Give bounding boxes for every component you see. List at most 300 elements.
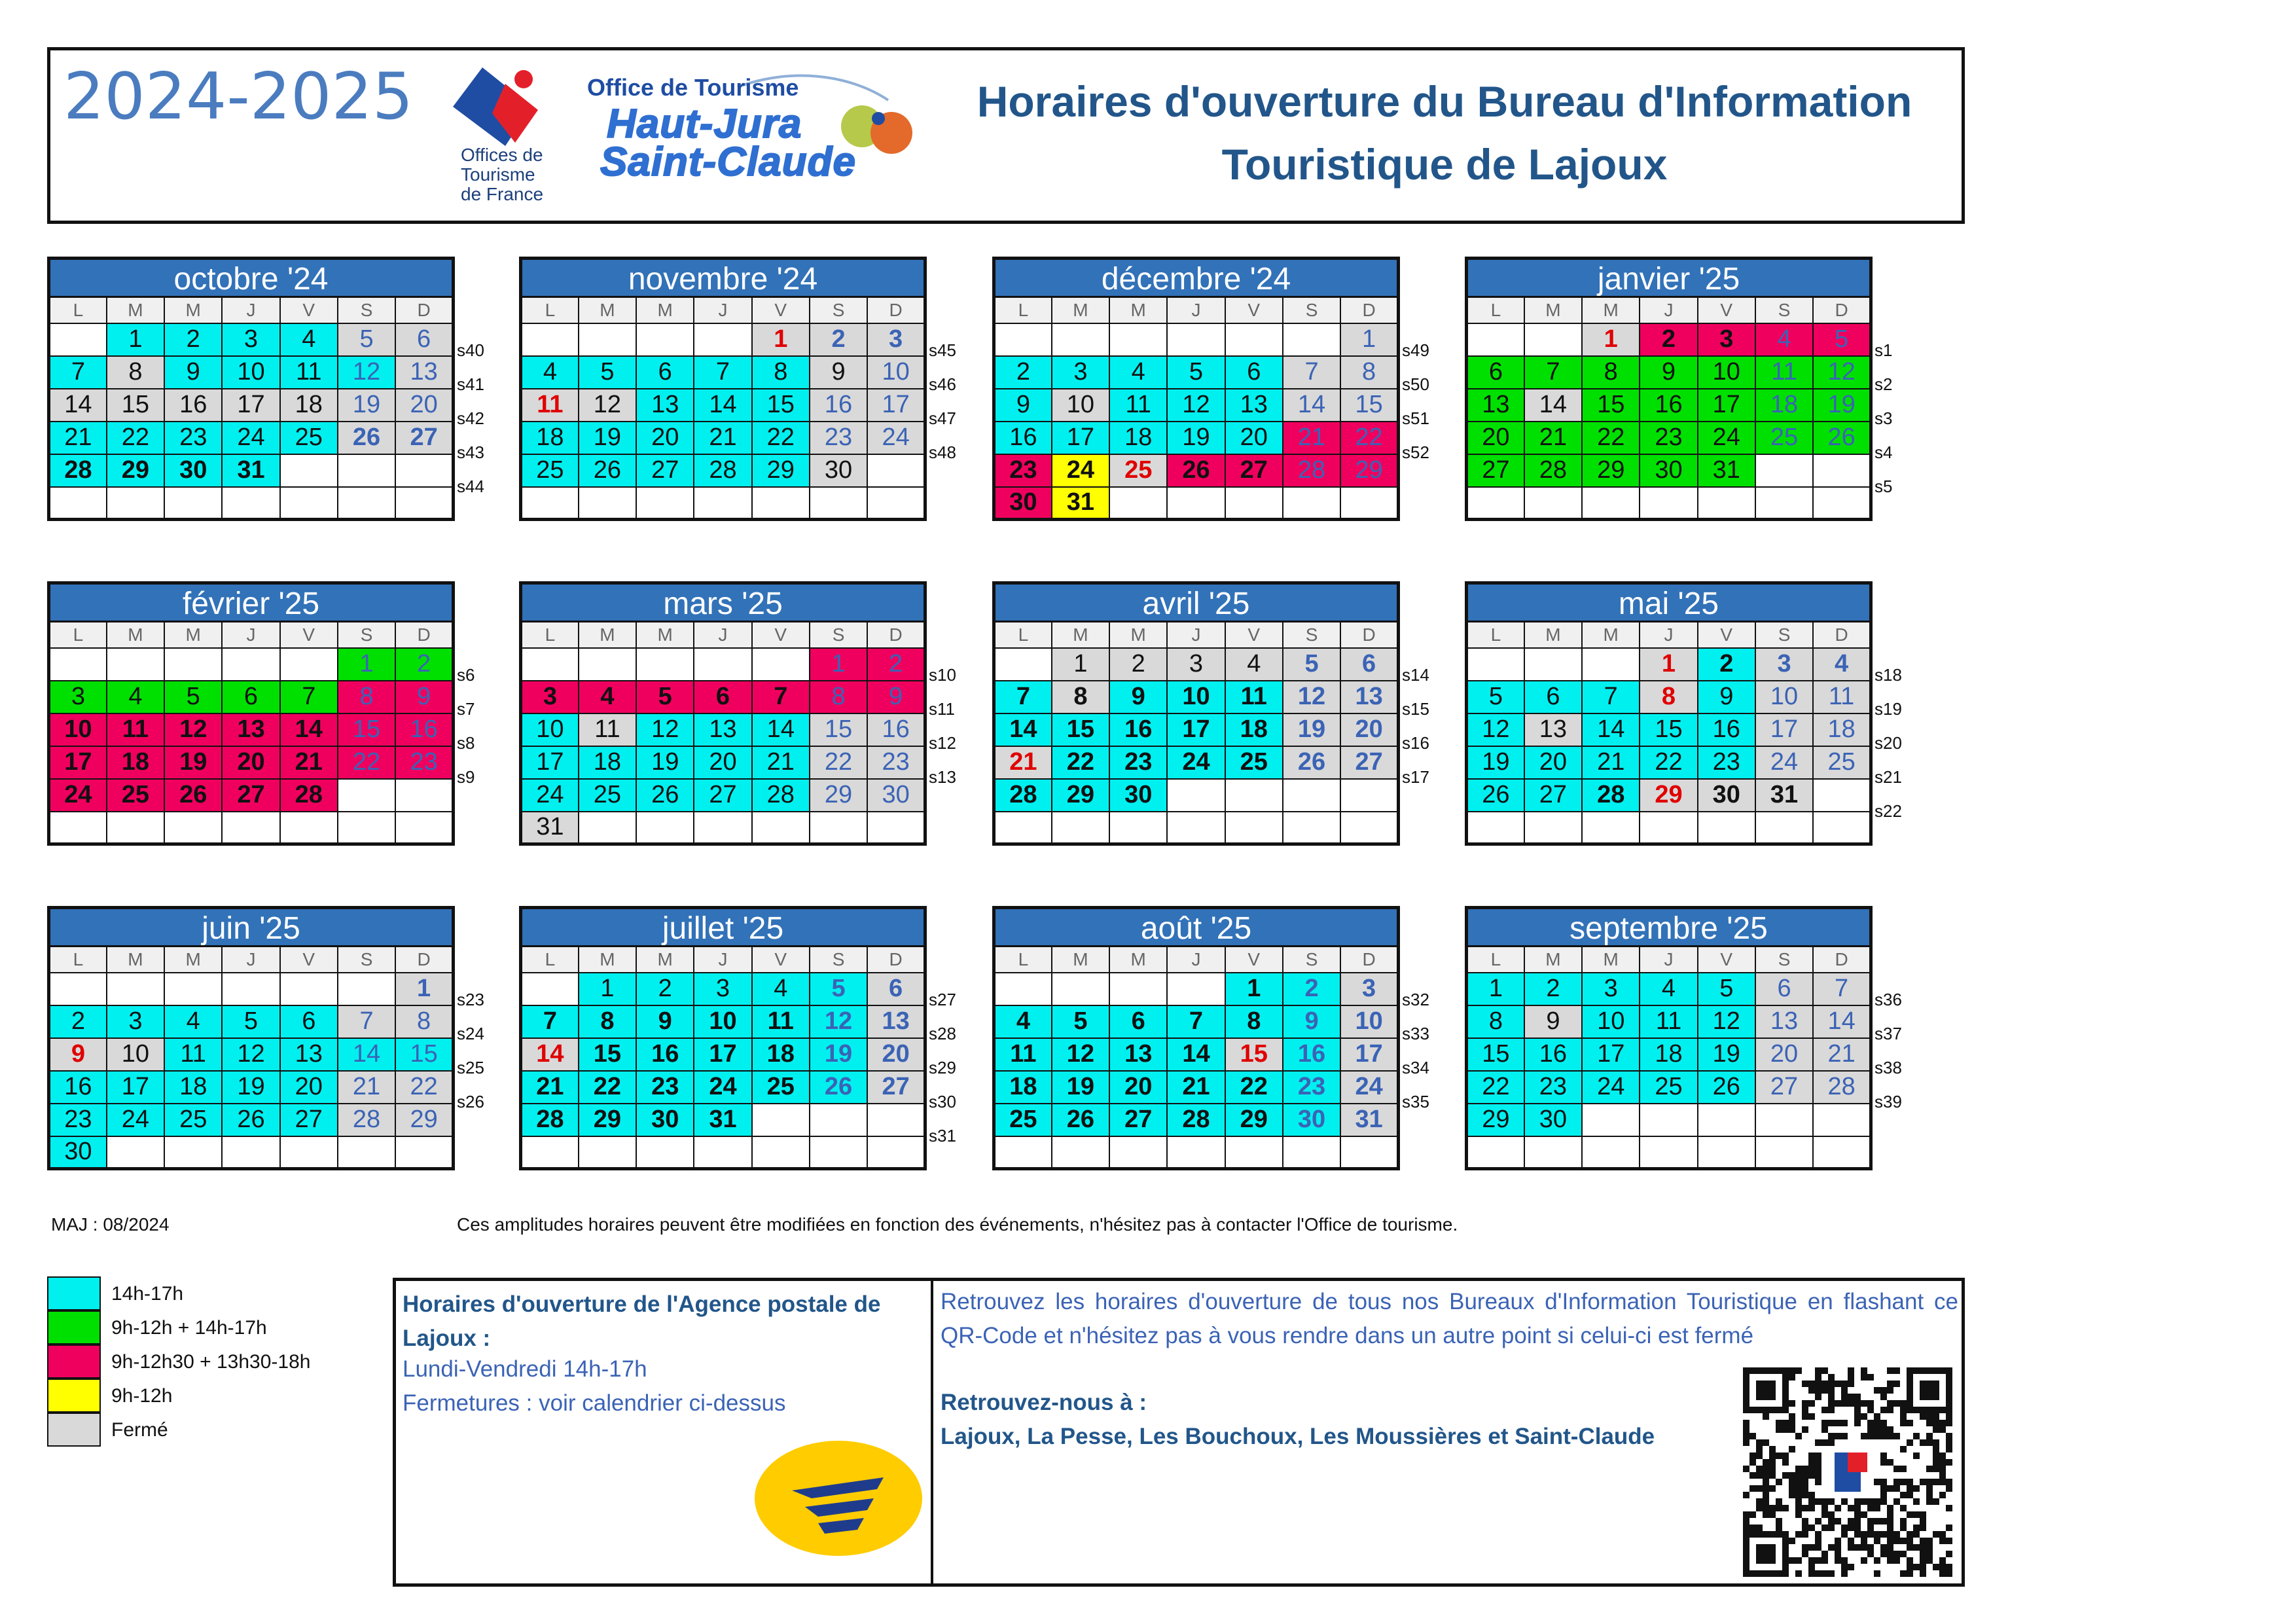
month-title: mai '25 bbox=[1465, 581, 1873, 621]
qr-code-icon[interactable] bbox=[1743, 1367, 1952, 1577]
weekday-header: J bbox=[1167, 297, 1225, 323]
day-cell bbox=[1640, 1104, 1697, 1136]
day-cell: 12 bbox=[222, 1038, 279, 1071]
day-cell: 6 bbox=[1340, 648, 1398, 681]
day-cell: 18 bbox=[521, 422, 579, 454]
day-cell: 15 bbox=[1582, 389, 1640, 422]
day-cell: 29 bbox=[752, 454, 810, 487]
day-cell: 24 bbox=[867, 422, 925, 454]
day-cell: 4 bbox=[1755, 323, 1813, 356]
day-cell bbox=[1167, 323, 1225, 356]
day-cell: 5 bbox=[1052, 1005, 1109, 1038]
day-cell: 19 bbox=[636, 746, 694, 779]
day-cell bbox=[1109, 487, 1167, 520]
weekday-header: J bbox=[222, 297, 279, 323]
day-cell: 10 bbox=[1698, 356, 1755, 389]
day-cell: 14 bbox=[49, 389, 107, 422]
day-cell: 3 bbox=[49, 681, 107, 713]
day-cell: 9 bbox=[1283, 1005, 1340, 1038]
day-cell: 25 bbox=[1813, 746, 1871, 779]
day-cell: 7 bbox=[1582, 681, 1640, 713]
day-cell: 19 bbox=[1283, 713, 1340, 746]
day-cell: 27 bbox=[1467, 454, 1524, 487]
day-cell: 26 bbox=[1052, 1104, 1109, 1136]
day-cell: 7 bbox=[338, 1005, 395, 1038]
day-cell: 13 bbox=[1755, 1005, 1813, 1038]
week-number: s22 bbox=[1874, 801, 1902, 821]
day-cell: 20 bbox=[1109, 1071, 1167, 1104]
week-number: s8 bbox=[457, 733, 475, 753]
day-cell bbox=[1640, 487, 1697, 520]
day-cell: 13 bbox=[1524, 713, 1582, 746]
legend-swatch-yellow bbox=[47, 1379, 101, 1413]
day-cell: 20 bbox=[636, 422, 694, 454]
post-office-hours: Lundi-Vendredi 14h-17h bbox=[403, 1356, 647, 1382]
day-cell: 28 bbox=[338, 1104, 395, 1136]
day-cell: 8 bbox=[1340, 356, 1398, 389]
day-cell: 29 bbox=[1640, 779, 1697, 812]
day-cell bbox=[1283, 487, 1340, 520]
day-cell: 17 bbox=[1582, 1038, 1640, 1071]
weekday-header: M bbox=[1582, 622, 1640, 648]
day-cell: 3 bbox=[1167, 648, 1225, 681]
day-cell bbox=[395, 812, 453, 844]
weekday-header: L bbox=[49, 622, 107, 648]
day-cell bbox=[280, 1136, 338, 1169]
day-cell bbox=[222, 648, 279, 681]
day-cell: 31 bbox=[1052, 487, 1109, 520]
day-cell: 12 bbox=[579, 389, 636, 422]
weekday-header: L bbox=[994, 947, 1052, 973]
day-cell bbox=[1225, 1136, 1283, 1169]
day-cell: 1 bbox=[1582, 323, 1640, 356]
day-cell bbox=[694, 487, 751, 520]
day-cell bbox=[810, 1136, 867, 1169]
day-cell: 5 bbox=[222, 1005, 279, 1038]
weekday-header: D bbox=[1340, 622, 1398, 648]
day-cell: 9 bbox=[994, 389, 1052, 422]
week-number: s4 bbox=[1874, 442, 1893, 462]
day-cell: 26 bbox=[1813, 422, 1871, 454]
day-cell: 20 bbox=[222, 746, 279, 779]
day-cell: 9 bbox=[810, 356, 867, 389]
day-cell bbox=[579, 648, 636, 681]
day-cell: 2 bbox=[49, 1005, 107, 1038]
day-cell bbox=[107, 812, 164, 844]
weekday-header: S bbox=[338, 947, 395, 973]
day-cell: 15 bbox=[1052, 713, 1109, 746]
day-cell: 14 bbox=[521, 1038, 579, 1071]
day-cell: 25 bbox=[1640, 1071, 1697, 1104]
weekday-header: M bbox=[1524, 622, 1582, 648]
day-cell: 27 bbox=[222, 779, 279, 812]
day-cell: 10 bbox=[49, 713, 107, 746]
week-number: s5 bbox=[1874, 477, 1893, 496]
weekday-header: D bbox=[1813, 297, 1871, 323]
weekday-header: M bbox=[579, 297, 636, 323]
day-cell bbox=[1524, 812, 1582, 844]
day-cell: 3 bbox=[1340, 973, 1398, 1005]
weekday-header: M bbox=[1109, 297, 1167, 323]
day-cell: 26 bbox=[222, 1104, 279, 1136]
month-title: septembre '25 bbox=[1465, 906, 1873, 945]
day-cell: 17 bbox=[1755, 713, 1813, 746]
day-cell bbox=[1582, 487, 1640, 520]
day-cell: 1 bbox=[579, 973, 636, 1005]
day-cell: 22 bbox=[1582, 422, 1640, 454]
day-cell: 18 bbox=[752, 1038, 810, 1071]
day-cell: 4 bbox=[521, 356, 579, 389]
weekday-header: V bbox=[1225, 947, 1283, 973]
day-cell bbox=[521, 1136, 579, 1169]
week-number: s47 bbox=[929, 408, 956, 428]
day-cell: 28 bbox=[994, 779, 1052, 812]
day-cell: 16 bbox=[164, 389, 222, 422]
day-cell: 23 bbox=[1640, 422, 1697, 454]
day-cell bbox=[1524, 648, 1582, 681]
day-cell bbox=[810, 1104, 867, 1136]
day-cell: 7 bbox=[694, 356, 751, 389]
month-title: juin '25 bbox=[47, 906, 455, 945]
day-cell: 3 bbox=[222, 323, 279, 356]
day-cell: 2 bbox=[1640, 323, 1697, 356]
day-cell: 8 bbox=[1467, 1005, 1524, 1038]
day-cell: 24 bbox=[1755, 746, 1813, 779]
day-cell: 28 bbox=[694, 454, 751, 487]
office-tourisme-label: Office de Tourisme bbox=[587, 74, 799, 101]
day-cell bbox=[338, 779, 395, 812]
day-cell: 11 bbox=[1755, 356, 1813, 389]
day-cell: 10 bbox=[1052, 389, 1109, 422]
year-title: 2024-2025 bbox=[63, 60, 414, 134]
day-cell bbox=[867, 487, 925, 520]
day-cell: 26 bbox=[164, 779, 222, 812]
day-cell: 1 bbox=[107, 323, 164, 356]
month-title: février '25 bbox=[47, 581, 455, 621]
legend-label: 14h-17h bbox=[111, 1283, 184, 1305]
day-cell: 11 bbox=[1109, 389, 1167, 422]
week-number: s13 bbox=[929, 767, 956, 787]
week-number: s11 bbox=[929, 699, 955, 719]
weekday-header: L bbox=[1467, 622, 1524, 648]
week-number: s46 bbox=[929, 374, 956, 394]
day-cell: 7 bbox=[280, 681, 338, 713]
day-cell bbox=[867, 1136, 925, 1169]
day-cell bbox=[521, 648, 579, 681]
day-cell bbox=[1109, 1136, 1167, 1169]
find-us-label: Retrouvez-nous à : bbox=[941, 1390, 1147, 1415]
day-cell: 12 bbox=[810, 1005, 867, 1038]
day-cell bbox=[636, 1136, 694, 1169]
week-number: s29 bbox=[929, 1058, 956, 1077]
day-cell: 11 bbox=[994, 1038, 1052, 1071]
day-cell: 16 bbox=[867, 713, 925, 746]
week-number: s23 bbox=[457, 990, 484, 1009]
day-cell: 11 bbox=[280, 356, 338, 389]
day-cell: 4 bbox=[579, 681, 636, 713]
day-cell: 4 bbox=[752, 973, 810, 1005]
day-cell: 5 bbox=[338, 323, 395, 356]
weekday-header: V bbox=[752, 622, 810, 648]
day-cell bbox=[280, 454, 338, 487]
day-cell: 21 bbox=[1524, 422, 1582, 454]
day-cell: 18 bbox=[164, 1071, 222, 1104]
day-cell bbox=[994, 973, 1052, 1005]
day-cell bbox=[994, 1136, 1052, 1169]
day-cell: 12 bbox=[1167, 389, 1225, 422]
day-cell: 10 bbox=[521, 713, 579, 746]
day-cell: 31 bbox=[1340, 1104, 1398, 1136]
day-cell: 27 bbox=[867, 1071, 925, 1104]
week-number: s45 bbox=[929, 340, 956, 360]
day-cell bbox=[1755, 1104, 1813, 1136]
day-cell: 3 bbox=[867, 323, 925, 356]
weekday-header: M bbox=[1052, 947, 1109, 973]
day-cell: 2 bbox=[1283, 973, 1340, 1005]
day-cell bbox=[1225, 487, 1283, 520]
weekday-header: M bbox=[107, 297, 164, 323]
day-cell: 7 bbox=[1167, 1005, 1225, 1038]
week-number: s48 bbox=[929, 442, 956, 462]
day-cell: 1 bbox=[752, 323, 810, 356]
week-number: s16 bbox=[1402, 733, 1429, 753]
day-cell: 17 bbox=[49, 746, 107, 779]
day-cell: 10 bbox=[222, 356, 279, 389]
day-cell: 17 bbox=[1167, 713, 1225, 746]
day-cell bbox=[107, 973, 164, 1005]
day-cell: 30 bbox=[1698, 779, 1755, 812]
weekday-header: M bbox=[107, 947, 164, 973]
day-cell: 21 bbox=[1582, 746, 1640, 779]
weekday-header: J bbox=[1640, 622, 1697, 648]
day-cell: 6 bbox=[1109, 1005, 1167, 1038]
month-title: novembre '24 bbox=[519, 257, 927, 296]
week-number: s36 bbox=[1874, 990, 1902, 1009]
day-cell: 14 bbox=[280, 713, 338, 746]
weekday-header: J bbox=[222, 622, 279, 648]
header-box bbox=[47, 47, 1965, 224]
weekday-header: L bbox=[49, 947, 107, 973]
day-cell: 22 bbox=[1052, 746, 1109, 779]
day-cell: 22 bbox=[752, 422, 810, 454]
day-cell bbox=[107, 487, 164, 520]
day-cell: 10 bbox=[1167, 681, 1225, 713]
day-cell: 2 bbox=[164, 323, 222, 356]
day-cell: 30 bbox=[1283, 1104, 1340, 1136]
day-cell bbox=[867, 454, 925, 487]
week-number: s18 bbox=[1874, 665, 1902, 685]
day-cell: 1 bbox=[338, 648, 395, 681]
day-cell: 30 bbox=[1109, 779, 1167, 812]
day-cell bbox=[1524, 1136, 1582, 1169]
la-poste-logo bbox=[753, 1438, 924, 1559]
weekday-header: J bbox=[1167, 947, 1225, 973]
day-cell bbox=[1698, 1104, 1755, 1136]
week-number: s19 bbox=[1874, 699, 1902, 719]
day-cell bbox=[636, 648, 694, 681]
day-cell: 6 bbox=[280, 1005, 338, 1038]
day-cell: 15 bbox=[338, 713, 395, 746]
day-cell: 19 bbox=[1698, 1038, 1755, 1071]
day-cell: 25 bbox=[280, 422, 338, 454]
week-number: s39 bbox=[1874, 1092, 1902, 1111]
day-cell: 16 bbox=[395, 713, 453, 746]
day-cell: 12 bbox=[1813, 356, 1871, 389]
day-cell: 19 bbox=[1167, 422, 1225, 454]
day-cell: 8 bbox=[1640, 681, 1697, 713]
legend-label: 9h-12h30 + 13h30-18h bbox=[111, 1351, 311, 1373]
day-cell: 12 bbox=[1467, 713, 1524, 746]
week-number: s7 bbox=[457, 699, 475, 719]
day-cell bbox=[1640, 812, 1697, 844]
weekday-header: V bbox=[1698, 622, 1755, 648]
day-cell: 17 bbox=[1340, 1038, 1398, 1071]
day-cell: 20 bbox=[867, 1038, 925, 1071]
legend-swatch-pink bbox=[47, 1344, 101, 1379]
day-cell: 13 bbox=[636, 389, 694, 422]
day-cell: 10 bbox=[1582, 1005, 1640, 1038]
day-cell: 16 bbox=[1640, 389, 1697, 422]
day-cell bbox=[49, 323, 107, 356]
day-cell: 9 bbox=[164, 356, 222, 389]
day-cell: 23 bbox=[1698, 746, 1755, 779]
day-cell bbox=[636, 487, 694, 520]
day-cell: 27 bbox=[395, 422, 453, 454]
week-number: s30 bbox=[929, 1092, 956, 1111]
day-cell: 14 bbox=[994, 713, 1052, 746]
day-cell: 12 bbox=[1052, 1038, 1109, 1071]
day-cell: 23 bbox=[994, 454, 1052, 487]
day-cell bbox=[1467, 323, 1524, 356]
week-number: s21 bbox=[1874, 767, 1902, 787]
weekday-header: S bbox=[810, 622, 867, 648]
day-cell bbox=[1813, 487, 1871, 520]
day-cell: 3 bbox=[521, 681, 579, 713]
day-cell: 17 bbox=[1052, 422, 1109, 454]
month-title: juillet '25 bbox=[519, 906, 927, 945]
day-cell: 9 bbox=[867, 681, 925, 713]
day-cell: 1 bbox=[1467, 973, 1524, 1005]
day-cell: 15 bbox=[810, 713, 867, 746]
weekday-header: L bbox=[521, 297, 579, 323]
day-cell bbox=[579, 487, 636, 520]
day-cell bbox=[694, 323, 751, 356]
day-cell: 18 bbox=[579, 746, 636, 779]
week-number: s9 bbox=[457, 767, 475, 787]
weekday-header: V bbox=[280, 297, 338, 323]
day-cell: 21 bbox=[994, 746, 1052, 779]
month-calendar bbox=[1465, 581, 1873, 846]
day-cell: 23 bbox=[636, 1071, 694, 1104]
week-number: s26 bbox=[457, 1092, 484, 1111]
day-cell: 29 bbox=[1340, 454, 1398, 487]
day-cell: 29 bbox=[107, 454, 164, 487]
weekday-header: M bbox=[1052, 297, 1109, 323]
day-cell bbox=[1052, 973, 1109, 1005]
day-cell bbox=[1640, 1136, 1697, 1169]
month-calendar bbox=[1465, 257, 1873, 521]
day-cell: 18 bbox=[994, 1071, 1052, 1104]
day-cell: 19 bbox=[810, 1038, 867, 1071]
info-box bbox=[393, 1278, 1965, 1587]
day-cell bbox=[752, 648, 810, 681]
day-cell bbox=[1755, 454, 1813, 487]
day-cell bbox=[1813, 1136, 1871, 1169]
day-cell: 24 bbox=[1167, 746, 1225, 779]
week-number: s44 bbox=[457, 477, 484, 496]
day-cell: 9 bbox=[1109, 681, 1167, 713]
day-cell: 20 bbox=[694, 746, 751, 779]
day-cell: 20 bbox=[1467, 422, 1524, 454]
day-cell: 10 bbox=[107, 1038, 164, 1071]
day-cell: 19 bbox=[222, 1071, 279, 1104]
day-cell: 21 bbox=[521, 1071, 579, 1104]
day-cell: 16 bbox=[994, 422, 1052, 454]
day-cell bbox=[1467, 648, 1524, 681]
day-cell: 19 bbox=[338, 389, 395, 422]
day-cell: 28 bbox=[1813, 1071, 1871, 1104]
weekday-header: V bbox=[1225, 622, 1283, 648]
day-cell: 11 bbox=[1225, 681, 1283, 713]
day-cell: 20 bbox=[1524, 746, 1582, 779]
day-cell: 12 bbox=[164, 713, 222, 746]
weekday-header: S bbox=[1283, 622, 1340, 648]
weekday-header: D bbox=[395, 947, 453, 973]
weekday-header: D bbox=[1340, 947, 1398, 973]
day-cell: 8 bbox=[1052, 681, 1109, 713]
weekday-header: M bbox=[164, 297, 222, 323]
day-cell bbox=[1813, 454, 1871, 487]
day-cell: 28 bbox=[752, 779, 810, 812]
day-cell bbox=[579, 812, 636, 844]
day-cell: 11 bbox=[752, 1005, 810, 1038]
day-cell: 19 bbox=[164, 746, 222, 779]
day-cell: 1 bbox=[1640, 648, 1697, 681]
day-cell: 29 bbox=[395, 1104, 453, 1136]
day-cell: 16 bbox=[1524, 1038, 1582, 1071]
day-cell: 30 bbox=[867, 779, 925, 812]
day-cell: 29 bbox=[810, 779, 867, 812]
day-cell: 19 bbox=[1467, 746, 1524, 779]
day-cell bbox=[107, 648, 164, 681]
day-cell bbox=[1340, 487, 1398, 520]
schedule-note: Ces amplitudes horaires peuvent être modifiées en fonction des événements, n'hésitez pas à contacter l'Office de tourisme. bbox=[457, 1214, 1458, 1235]
day-cell: 2 bbox=[1524, 973, 1582, 1005]
day-cell: 17 bbox=[107, 1071, 164, 1104]
day-cell: 6 bbox=[1524, 681, 1582, 713]
month-title: avril '25 bbox=[992, 581, 1400, 621]
day-cell: 14 bbox=[1524, 389, 1582, 422]
day-cell bbox=[164, 648, 222, 681]
day-cell: 14 bbox=[1582, 713, 1640, 746]
day-cell: 26 bbox=[338, 422, 395, 454]
day-cell: 26 bbox=[636, 779, 694, 812]
day-cell: 16 bbox=[1109, 713, 1167, 746]
day-cell: 24 bbox=[694, 1071, 751, 1104]
day-cell: 22 bbox=[1225, 1071, 1283, 1104]
day-cell bbox=[1813, 812, 1871, 844]
day-cell bbox=[994, 648, 1052, 681]
day-cell bbox=[395, 487, 453, 520]
day-cell bbox=[164, 973, 222, 1005]
day-cell: 2 bbox=[867, 648, 925, 681]
day-cell: 26 bbox=[1167, 454, 1225, 487]
day-cell bbox=[1340, 779, 1398, 812]
day-cell bbox=[752, 812, 810, 844]
day-cell: 5 bbox=[810, 973, 867, 1005]
day-cell bbox=[1698, 487, 1755, 520]
day-cell: 29 bbox=[1052, 779, 1109, 812]
